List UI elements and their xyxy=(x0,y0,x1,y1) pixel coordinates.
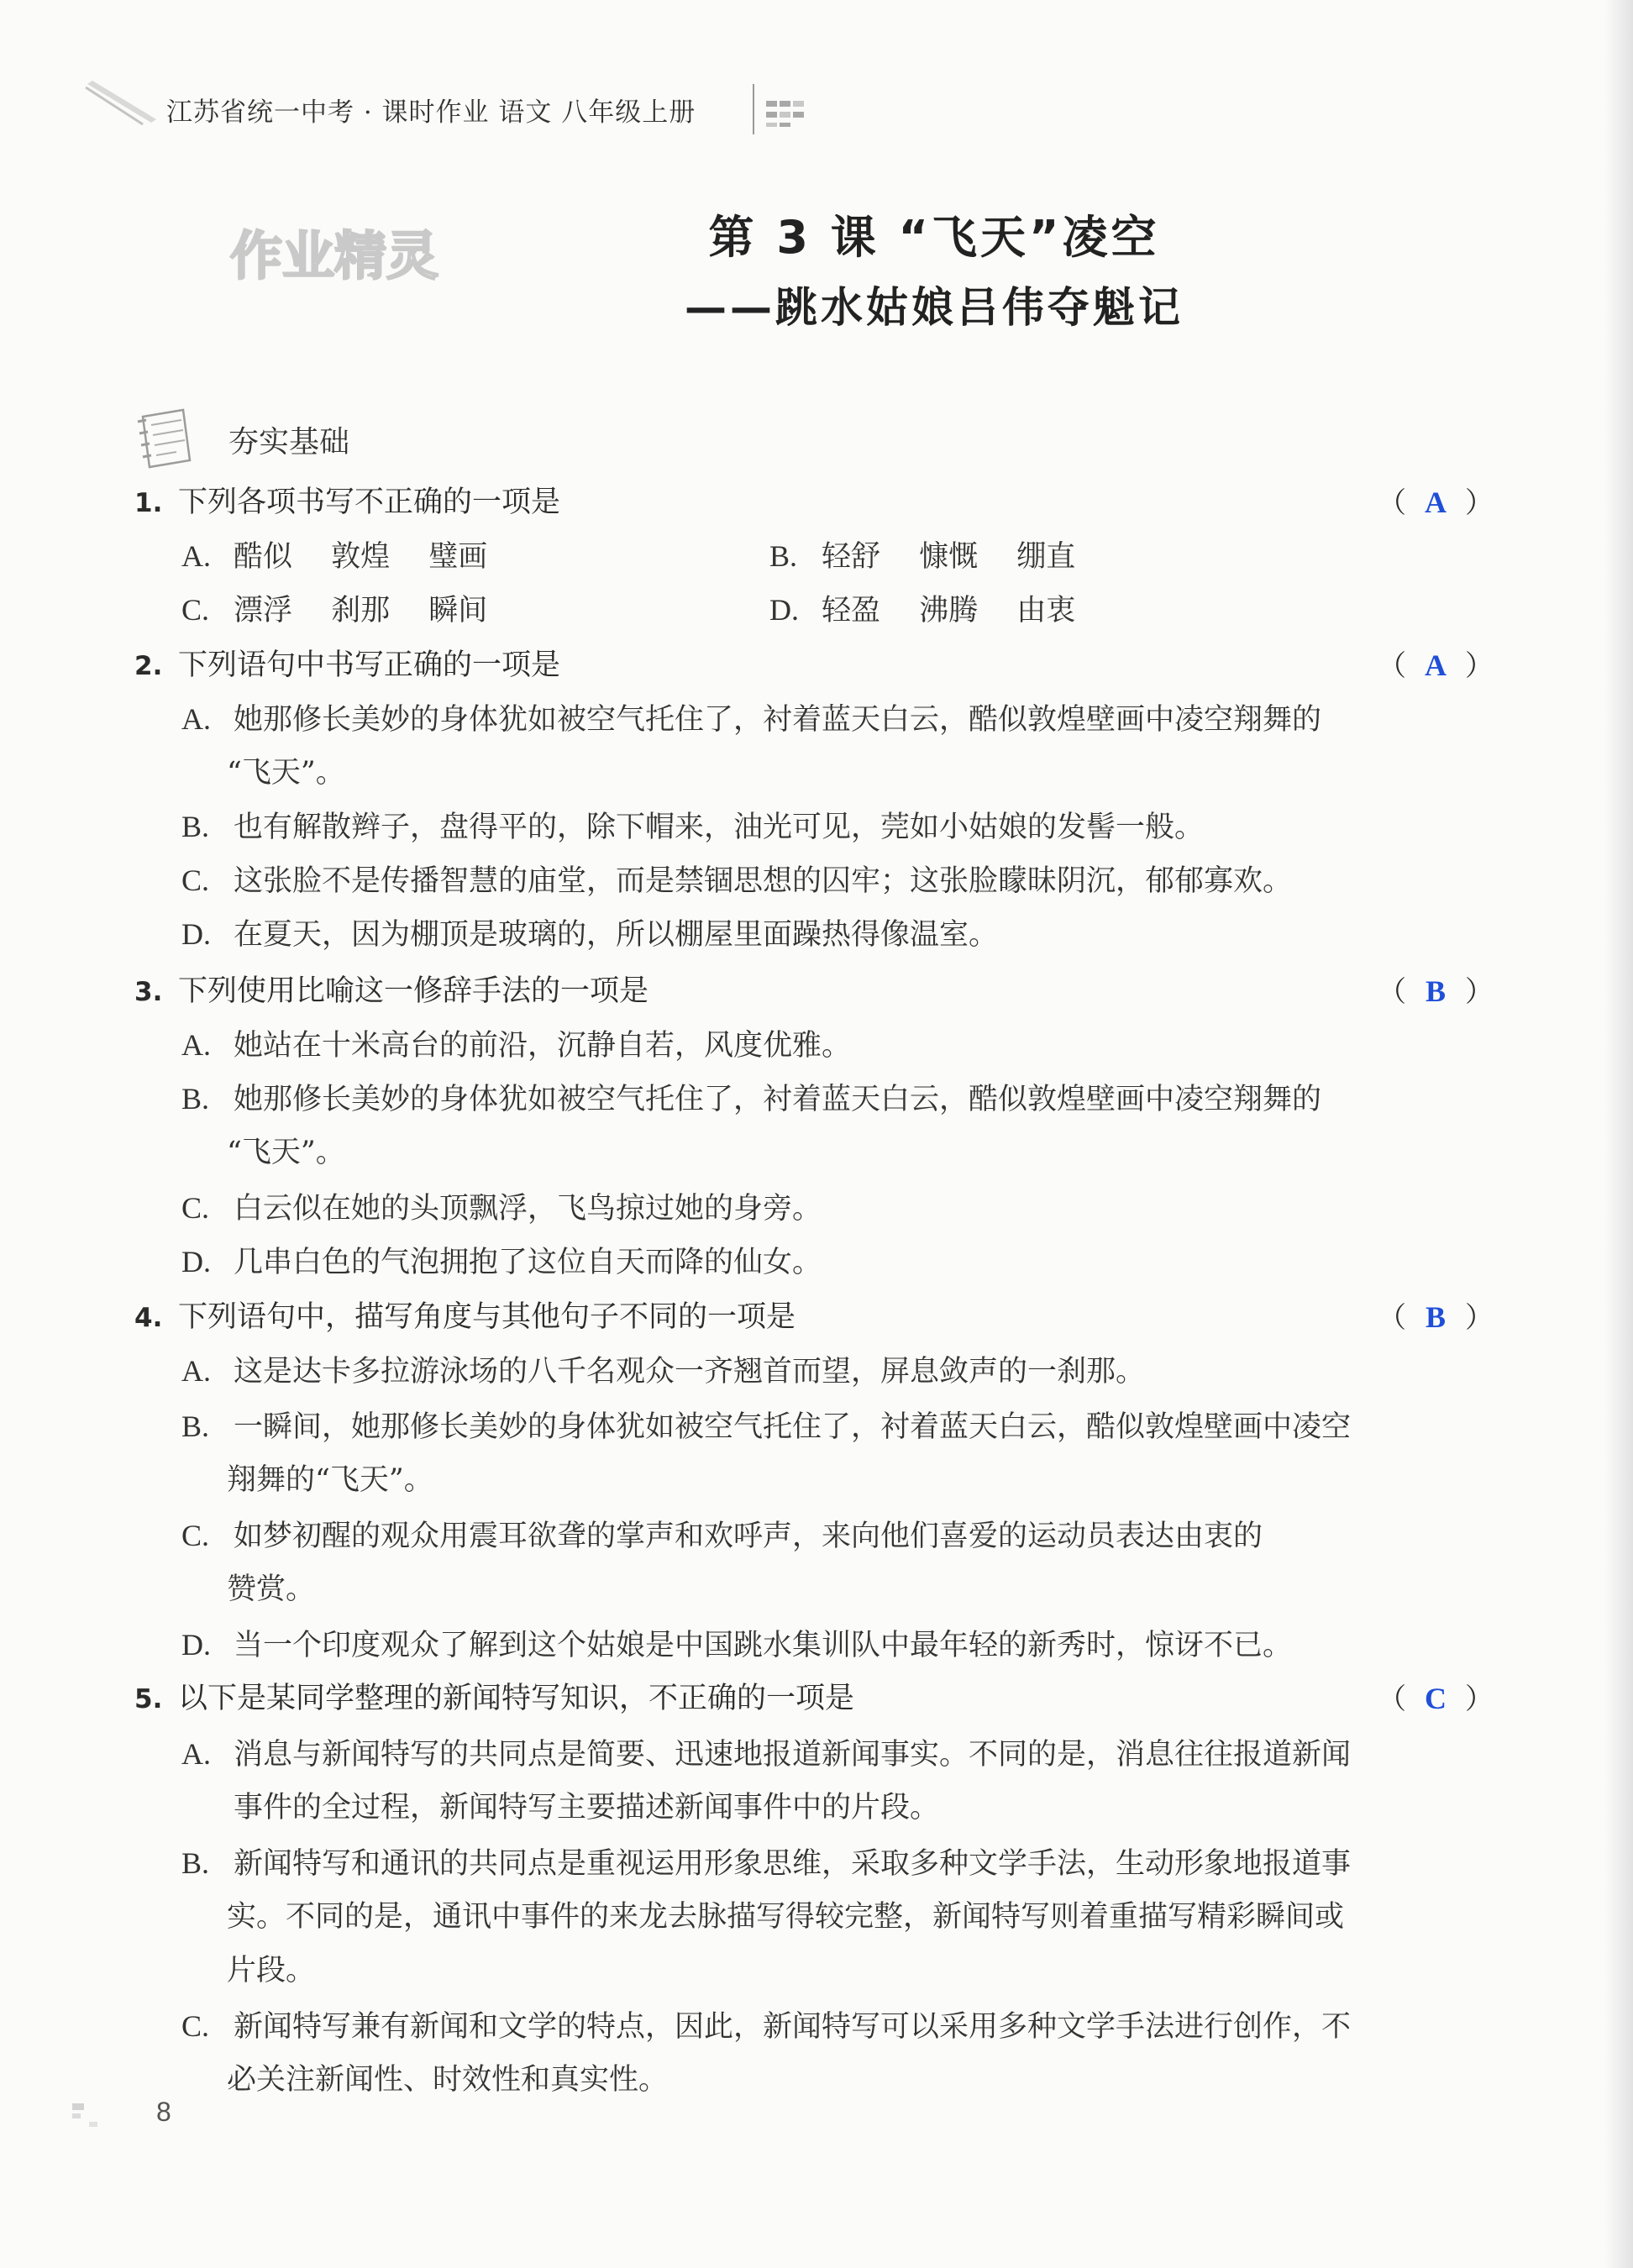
question-stem xyxy=(134,484,560,522)
option-a: A. 这是达卡多拉游泳场的八千名观众一齐翘首而望，屏息敛声的一刹那。 xyxy=(181,1354,1146,1389)
question-number: 1. xyxy=(134,488,163,518)
option-d: D. 几串白色的气泡拥抱了这位自天而降的仙女。 xyxy=(181,1245,822,1279)
option-c: C. 新闻特写兼有新闻和文学的特点，因此，新闻特写可以采用多种文学手法进行创作，不 xyxy=(181,2009,1352,2044)
footer-decoration xyxy=(72,2100,148,2134)
header-divider xyxy=(753,84,754,134)
answer-box: （ B ） xyxy=(1378,1300,1494,1335)
watermark-text: 作业精灵 xyxy=(230,225,439,286)
question-text: 下列各项书写不正确的一项是 xyxy=(178,486,561,519)
answer-letter: C xyxy=(1425,1682,1447,1715)
answer-box: （ A ） xyxy=(1378,648,1494,683)
option-d: D. 当一个印度观众了解到这个姑娘是中国跳水集训队中最年轻的新秀时，惊讶不已。 xyxy=(181,1628,1293,1662)
option-d: D. 在夏天，因为棚顶是玻璃的，所以棚屋里面躁热得像温室。 xyxy=(181,917,999,952)
option-a-continued: “飞天”。 xyxy=(227,756,345,790)
answer-letter: B xyxy=(1425,1300,1446,1334)
option-b-continued: “飞天”。 xyxy=(227,1136,345,1169)
lesson-subtitle: ——跳水姑娘吕伟夺魁记 xyxy=(685,283,1184,332)
answer-box: （ A ） xyxy=(1378,486,1494,520)
option-b: B. 一瞬间，她那修长美妙的身体犹如被空气托住了，衬着蓝天白云，酷似敦煌壁画中凌空 xyxy=(181,1410,1352,1444)
grid-icon xyxy=(766,101,811,129)
option-b-continued-2: 片段。 xyxy=(227,1954,316,1987)
section-header xyxy=(134,407,487,474)
header-title: 江苏省统一中考 · 课时作业 语文 八年级上册 xyxy=(166,97,696,128)
notebook-icon xyxy=(134,407,210,470)
option-c: C. 这张脸不是传播智慧的庙堂，而是禁锢思想的囚牢；这张脸矇昧阴沉，郁郁寡欢。 xyxy=(181,864,1293,898)
option-a: A. 消息与新闻特写的共同点是简要、迅速地报道新闻事实。不同的是，消息往往报道新闻 xyxy=(181,1737,1352,1772)
question-text: 下列语句中，描写角度与其他句子不同的一项是 xyxy=(178,1300,796,1334)
option-c: C. 如梦初醒的观众用震耳欲聋的掌声和欢呼声，来向他们喜爱的运动员表达由衷的 xyxy=(181,1519,1263,1553)
answer-letter: A xyxy=(1425,486,1447,519)
option-a: A. 酷似 敦煌 璧画 xyxy=(181,539,488,574)
question-number: 5. xyxy=(134,1684,163,1714)
question-number: 4. xyxy=(134,1303,163,1333)
page-edge-shadow xyxy=(1604,0,1633,2268)
page-header xyxy=(84,77,840,153)
option-b-continued: 翔舞的“飞天”。 xyxy=(227,1463,433,1497)
option-b: B. 轻舒 慷慨 绷直 xyxy=(769,539,1076,574)
question-stem xyxy=(134,973,648,1011)
answer-letter: A xyxy=(1425,648,1447,682)
answer-box: （ C ） xyxy=(1378,1682,1494,1716)
option-d: D. 轻盈 沸腾 由衷 xyxy=(769,593,1076,627)
option-a: A. 她站在十米高台的前沿，沉静自若，风度优雅。 xyxy=(181,1028,852,1063)
page-number: 8 xyxy=(156,2097,171,2127)
question-number: 3. xyxy=(134,977,163,1007)
question-number: 2. xyxy=(134,651,163,681)
option-c: C. 白云似在她的头顶飘浮，飞鸟掠过她的身旁。 xyxy=(181,1191,822,1226)
lesson-title: 第 3 课 “飞天”凌空 xyxy=(708,211,1160,264)
section-label: 夯实基础 xyxy=(228,425,350,459)
option-a-continued: 事件的全过程，新闻特写主要描述新闻事件中的片段。 xyxy=(234,1791,940,1824)
option-b-continued: 实。不同的是，通讯中事件的来龙去脉描写得较完整，新闻特写则着重描写精彩瞬间或 xyxy=(227,1900,1345,1934)
question-stem xyxy=(134,647,560,685)
question-text: 下列语句中书写正确的一项是 xyxy=(178,648,561,682)
option-a: A. 她那修长美妙的身体犹如被空气托住了，衬着蓝天白云，酷似敦煌壁画中凌空翔舞的 xyxy=(181,702,1322,737)
question-text: 下列使用比喻这一修辞手法的一项是 xyxy=(178,974,649,1008)
option-b: B. 她那修长美妙的身体犹如被空气托住了，衬着蓝天白云，酷似敦煌壁画中凌空翔舞的 xyxy=(181,1082,1322,1116)
answer-letter: B xyxy=(1425,974,1446,1008)
option-b: B. 也有解散辫子，盘得平的，除下帽来，油光可见，莞如小姑娘的发髻一般。 xyxy=(181,810,1205,844)
option-c: C. 漂浮 刹那 瞬间 xyxy=(181,593,488,627)
option-c-continued: 必关注新闻性、时效性和真实性。 xyxy=(227,2063,669,2097)
answer-box: （ B ） xyxy=(1378,974,1494,1009)
question-stem xyxy=(134,1680,854,1718)
option-b: B. 新闻特写和通讯的共同点是重视运用形象思维，采取多种文学手法，生动形象地报道事 xyxy=(181,1846,1352,1881)
question-text: 以下是某同学整理的新闻特写知识，不正确的一项是 xyxy=(178,1682,855,1715)
option-c-continued: 赞赏。 xyxy=(227,1572,316,1606)
question-stem xyxy=(134,1299,795,1336)
pen-icon xyxy=(84,79,160,129)
